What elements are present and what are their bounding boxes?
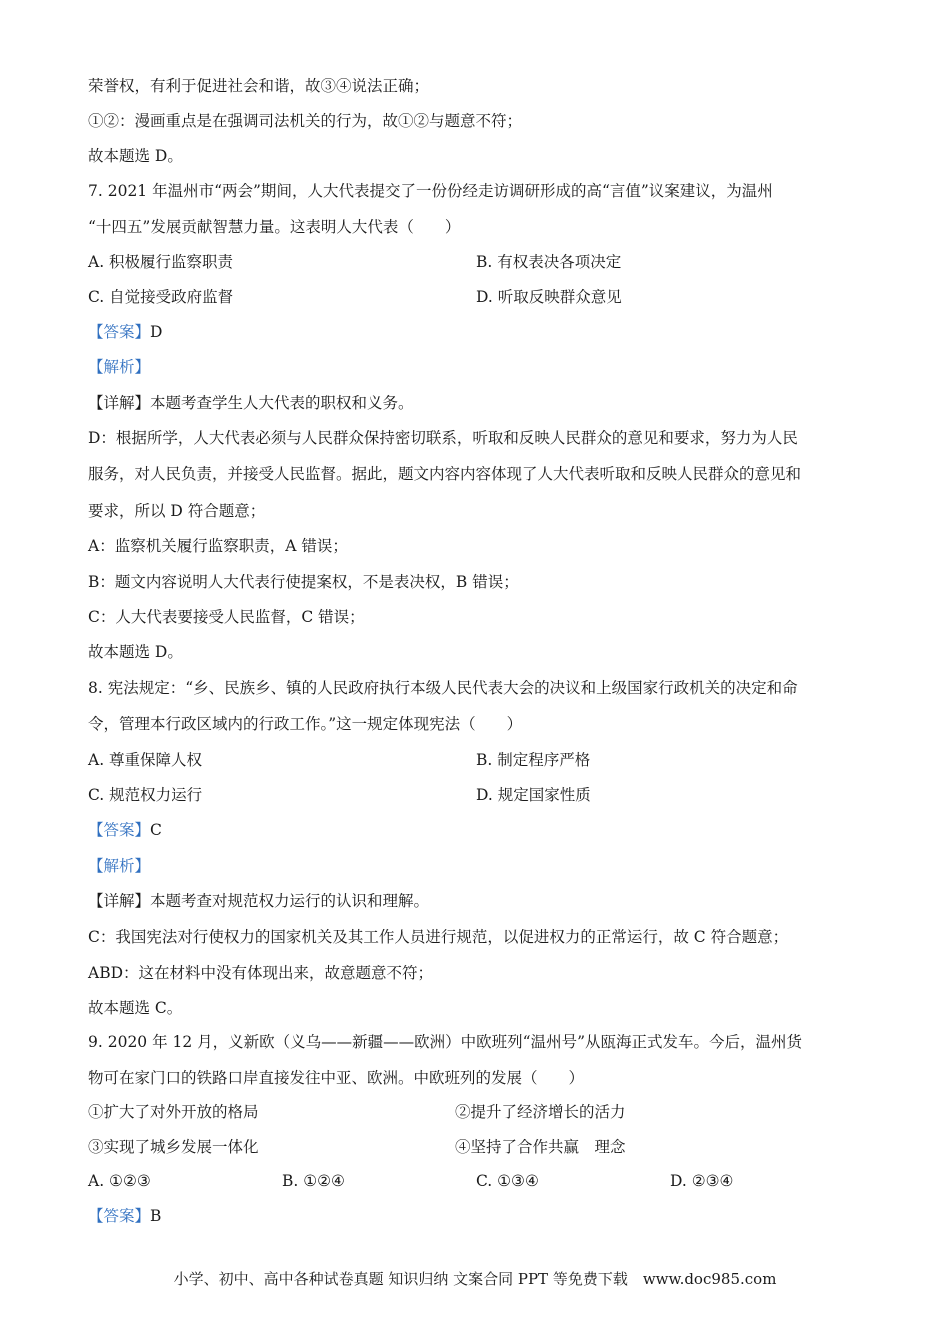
answer-line [88, 819, 162, 841]
explain-line: C：我国宪法对行使权力的国家机关及其工作人员进行规范，以促进权力的正常运行，故 C 符合题意； [88, 928, 789, 946]
answer-value: C [150, 821, 162, 839]
statement-2: ②提升了经济增长的活力 [455, 1103, 626, 1121]
explain-line: A：监察机关履行监察职责，A 错误； [88, 537, 348, 555]
option-d: D. ②③④ [670, 1172, 734, 1190]
statement-1: ①扩大了对外开放的格局 [88, 1103, 259, 1121]
option-b: B. 有权表决各项决定 [476, 253, 622, 271]
detail-text: 本题考查学生人大代表的职权和义务。 [150, 394, 414, 412]
answer-tag: 【答案】 [88, 323, 151, 341]
explain-line: B：题文内容说明人大代表行使提案权，不是表决权，B 错误； [88, 573, 519, 591]
answer-line [88, 321, 162, 343]
question-8-stem: 8. 宪法规定：“乡、民族乡、镇的人民政府执行本级人民代表大会的决议和上级国家行政机关的决定和命 [88, 679, 798, 697]
answer-value: D [150, 323, 163, 341]
option-a: A. ①②③ [88, 1172, 151, 1190]
option-b: B. ①②④ [282, 1172, 345, 1190]
answer-tag: 【答案】 [88, 821, 151, 839]
question-8-stem: 令，管理本行政区域内的行政工作。”这一规定体现宪法（ ） [88, 715, 523, 733]
option-d: D. 规定国家性质 [476, 786, 591, 804]
text-line: 故本题选 D。 [88, 147, 183, 165]
question-9-stem: 物可在家门口的铁路口岸直接发往中亚、欧洲。中欧班列的发展（ ） [88, 1069, 585, 1087]
option-c: C. 自觉接受政府监督 [88, 288, 234, 306]
explain-line: 要求，所以 D 符合题意； [88, 502, 266, 520]
option-b: B. 制定程序严格 [476, 751, 591, 769]
question-7-stem: “十四五”发展贡献智慧力量。这表明人大代表（ ） [88, 218, 461, 236]
option-a: A. 尊重保障人权 [88, 751, 203, 769]
explain-line: D：根据所学，人大代表必须与人民群众保持密切联系，听取和反映人民群众的意见和要求，努力为人民 [88, 429, 798, 447]
answer-line [88, 1205, 161, 1227]
detail-tag: 【详解】 [88, 892, 151, 910]
analysis-tag: 【解析】 [88, 358, 151, 376]
text-line: 荣誉权，有利于促进社会和谐，故③④说法正确； [88, 77, 430, 95]
detail-tag: 【详解】 [88, 394, 151, 412]
option-c: C. ①③④ [476, 1172, 539, 1190]
statement-3: ③实现了城乡发展一体化 [88, 1138, 259, 1156]
explain-line: ABD：这在材料中没有体现出来，故意题意不符； [88, 964, 434, 982]
option-a: A. 积极履行监察职责 [88, 253, 234, 271]
explain-line: 故本题选 D。 [88, 643, 183, 661]
detail-line [88, 890, 429, 912]
explain-line: 故本题选 C。 [88, 999, 183, 1017]
statement-4: ④坚持了合作共赢 理念 [455, 1138, 626, 1156]
detail-text: 本题考查对规范权力运行的认识和理解。 [150, 892, 430, 910]
question-9-stem: 9. 2020 年 12 月，义新欧（义乌——新疆——欧洲）中欧班列“温州号”从瓯海正式发车。今后，温州货 [88, 1033, 803, 1051]
option-c: C. 规范权力运行 [88, 786, 203, 804]
question-7-stem: 7. 2021 年温州市“两会”期间，人大代表提交了一份份经走访调研形成的高“言值”议案建议，为温州 [88, 182, 773, 200]
text-line: ①②：漫画重点是在强调司法机关的行为，故①②与题意不符； [88, 112, 523, 130]
detail-line [88, 392, 414, 414]
explain-line: 服务，对人民负责，并接受人民监督。据此，题文内容内容体现了人大代表听取和反映人民群众的意见和 [88, 465, 802, 483]
answer-tag: 【答案】 [88, 1207, 151, 1225]
analysis-tag: 【解析】 [88, 857, 151, 875]
option-d: D. 听取反映群众意见 [476, 288, 622, 306]
explain-line: C：人大代表要接受人民监督，C 错误； [88, 608, 365, 626]
answer-value: B [150, 1207, 162, 1225]
page-footer: 小学、初中、高中各种试卷真题 知识归纳 文案合同 PPT 等免费下载 www.doc985.com [173, 1270, 777, 1288]
